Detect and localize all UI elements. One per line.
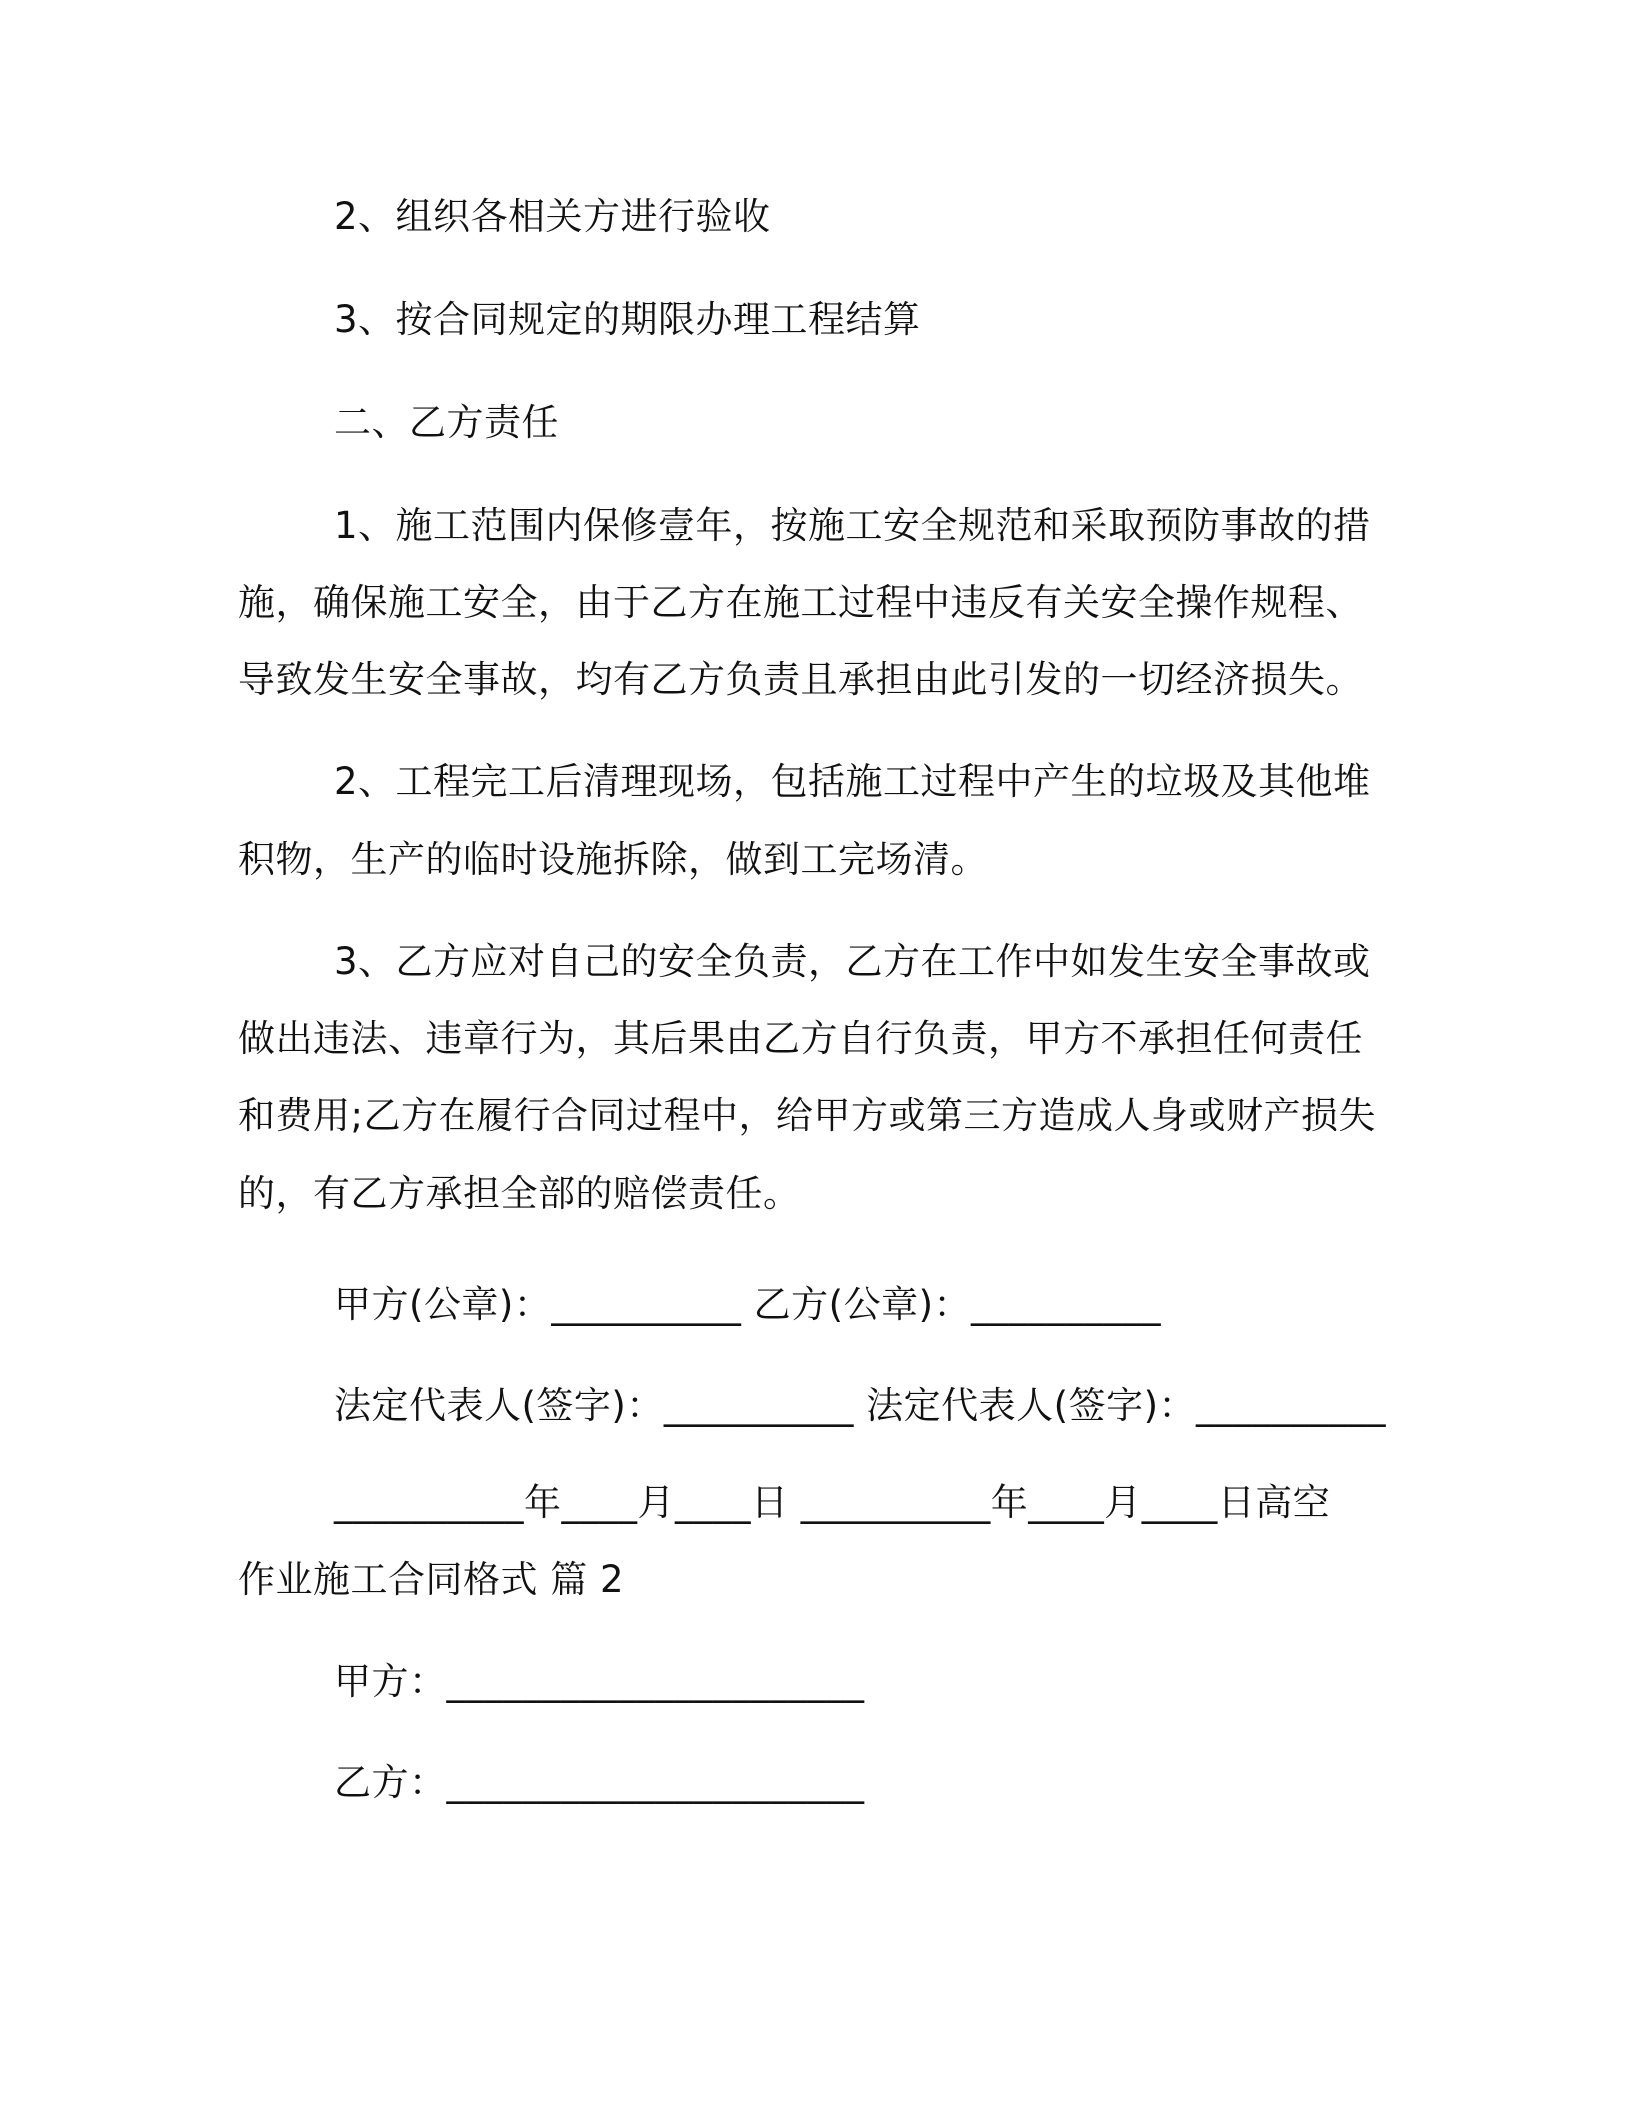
paragraph-line: 积物，生产的临时设施拆除，做到工完场清。 <box>238 838 988 881</box>
paragraph-line: 2、工程完工后清理现场，包括施工过程中产生的垃圾及其他堆 <box>334 760 1371 803</box>
paragraph-line: 1、施工范围内保修壹年，按施工安全规范和采取预防事故的措 <box>334 504 1371 547</box>
section-title: 作业施工合同格式 篇 2 <box>238 1558 625 1601</box>
party-a-line: 甲方：______________________ <box>334 1660 865 1703</box>
paragraph-line: 做出违法、违章行为，其后果由乙方自行负责，甲方不承担任何责任 <box>238 1017 1363 1060</box>
signature-seal-line: 甲方(公章)：__________ 乙方(公章)：__________ <box>334 1283 1162 1326</box>
list-item-acceptance: 2、组织各相关方进行验收 <box>334 195 771 238</box>
paragraph-line: 导致发生安全事故，均有乙方负责且承担由此引发的一切经济损失。 <box>238 658 1363 701</box>
signature-date-line: __________年____月____日 __________年____月____日高空 <box>334 1481 1331 1524</box>
party-b-line: 乙方：______________________ <box>334 1761 865 1804</box>
paragraph-line: 的，有乙方承担全部的赔偿责任。 <box>238 1172 801 1215</box>
paragraph-line: 和费用;乙方在履行合同过程中，给甲方或第三方造成人身或财产损失 <box>238 1094 1376 1137</box>
signature-representative-line: 法定代表人(签字)：__________ 法定代表人(签字)：__________ <box>334 1384 1387 1427</box>
section-heading-party-b: 二、乙方责任 <box>334 401 559 444</box>
list-item-settlement: 3、按合同规定的期限办理工程结算 <box>334 298 921 341</box>
paragraph-line: 3、乙方应对自己的安全负责，乙方在工作中如发生安全事故或 <box>334 940 1371 983</box>
paragraph-line: 施，确保施工安全，由于乙方在施工过程中违反有关安全操作规程、 <box>238 581 1363 624</box>
